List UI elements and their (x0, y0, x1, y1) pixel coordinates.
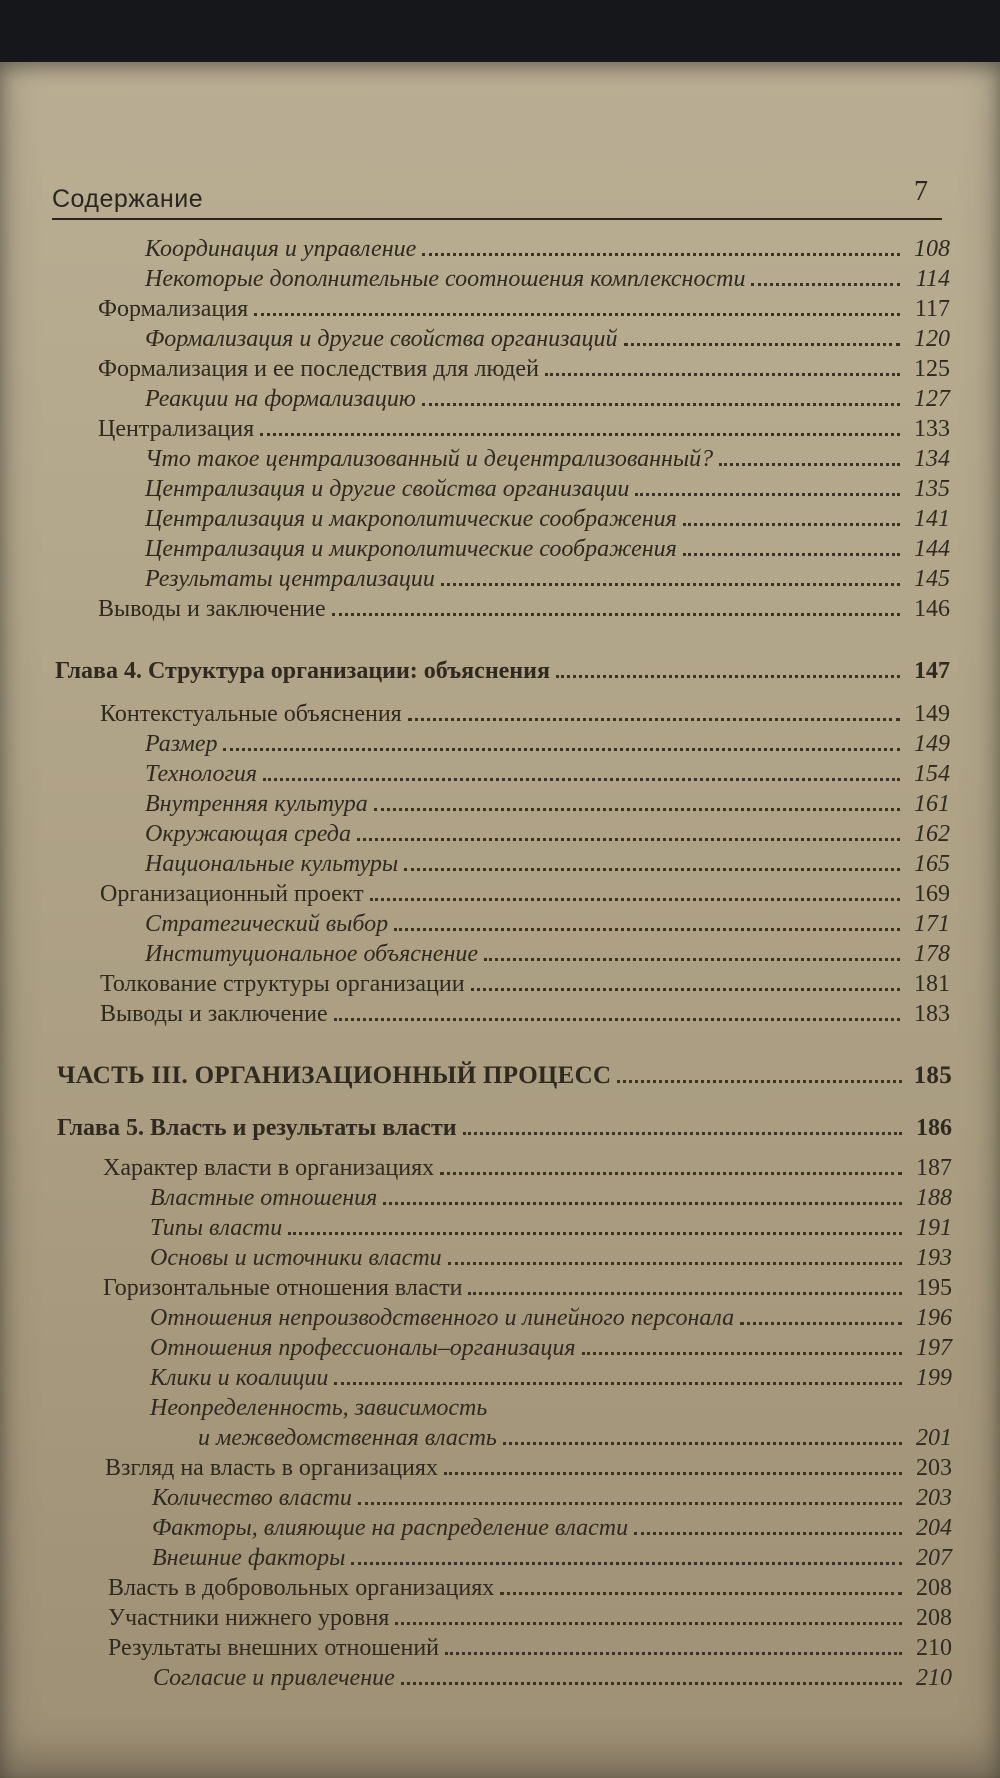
toc-entry: Технология 154 (145, 761, 950, 787)
toc-entry: Результаты централизации 145 (145, 566, 950, 592)
toc-page-number: 181 (914, 971, 950, 997)
toc-page-number: 183 (914, 1001, 950, 1027)
toc-entry: Участники нижнего уровня 208 (108, 1605, 952, 1631)
toc-page-number: 134 (914, 446, 950, 472)
toc-entry-first-line: Неопределенность, зависимость (150, 1395, 488, 1421)
toc-entry: Количество власти 203 (152, 1485, 952, 1511)
toc-entry: Горизонтальные отношения власти 195 (103, 1275, 952, 1301)
toc-page-number: 196 (916, 1305, 952, 1331)
toc-entry: Организационный проект 169 (100, 881, 950, 907)
page-number: 7 (914, 176, 928, 207)
toc-page-number: 193 (916, 1245, 952, 1271)
toc-page-number: 207 (916, 1545, 952, 1571)
running-title: Содержание (52, 185, 204, 213)
toc-page-number: 149 (914, 701, 950, 727)
toc-page-number: 171 (914, 911, 950, 937)
toc-page-number: 162 (914, 821, 950, 847)
toc-page-number: 185 (913, 1062, 952, 1089)
toc-entry: Отношения профессионалы–организация 197 (150, 1335, 952, 1361)
toc-entry: Централизация и другие свойства организации 135 (145, 476, 950, 502)
toc-entry: Клики и коалиции 199 (150, 1365, 952, 1391)
toc-chapter-heading: Глава 5. Власть и результаты власти 186 (57, 1115, 952, 1141)
toc-entry: Взгляд на власть в организациях 203 (105, 1455, 952, 1481)
toc-page-number: 141 (914, 506, 950, 532)
toc-part-heading: ЧАСТЬ III. ОРГАНИЗАЦИОННЫЙ ПРОЦЕСС 185 (57, 1062, 952, 1089)
toc-entry: Факторы, влияющие на распределение власти 204 (152, 1515, 952, 1541)
toc-entry: Результаты внешних отношений 210 (108, 1635, 952, 1661)
toc-entry: Типы власти 191 (150, 1215, 952, 1241)
toc-page-number: 154 (914, 761, 950, 787)
toc-entry: Что такое централизованный и децентрализованный? 134 (145, 446, 950, 472)
toc-page-number: 208 (916, 1575, 952, 1601)
toc-page-number: 197 (916, 1335, 952, 1361)
toc-entry: Отношения непроизводственного и линейного персонала 196 (150, 1305, 952, 1331)
toc-page-number: 191 (916, 1215, 952, 1241)
toc-entry: Властные отношения 188 (150, 1185, 952, 1211)
toc-chapter-heading: Глава 4. Структура организации: объяснения 147 (55, 658, 950, 684)
toc-page-number: 199 (916, 1365, 952, 1391)
toc-page-number: 133 (914, 416, 950, 442)
toc-entry: Институциональное объяснение 178 (145, 941, 950, 967)
toc-entry: Окружающая среда 162 (145, 821, 950, 847)
toc-page-number: 178 (914, 941, 950, 967)
toc-entry: Согласие и привлечение 210 (153, 1665, 952, 1691)
toc-entry: Стратегический выбор 171 (145, 911, 950, 937)
toc-entry: Централизация и микрополитические соображения 144 (145, 536, 950, 562)
toc-page-number: 188 (916, 1185, 952, 1211)
toc-page-number: 210 (916, 1665, 952, 1691)
toc-page-number: 204 (916, 1515, 952, 1541)
toc-entry: Централизация и макрополитические соображения 141 (145, 506, 950, 532)
toc-page-number: 144 (914, 536, 950, 562)
toc-entry: Национальные культуры 165 (145, 851, 950, 877)
toc-page-number: 186 (916, 1115, 952, 1141)
toc-entry: Некоторые дополнительные соотношения комплексности 114 (145, 266, 950, 292)
toc-page-number: 125 (914, 356, 950, 382)
toc-entry: Выводы и заключение 146 (98, 596, 950, 622)
toc-page-number: 147 (914, 658, 950, 684)
toc-page-number: 114 (915, 266, 950, 292)
toc-entry: Формализация и другие свойства организаций 120 (145, 326, 950, 352)
toc-entry: и межведомственная власть 201 (198, 1425, 952, 1451)
toc-entry: Внутренняя культура 161 (145, 791, 950, 817)
toc-entry: Характер власти в организациях 187 (103, 1155, 952, 1181)
toc-entry: Координация и управление 108 (145, 236, 950, 262)
toc-page-number: 203 (916, 1455, 952, 1481)
toc-entry: Внешние факторы 207 (152, 1545, 952, 1571)
toc-entry: Формализация и ее последствия для людей 125 (98, 356, 950, 382)
toc-page-number: 203 (916, 1485, 952, 1511)
toc-entry: Централизация 133 (98, 416, 950, 442)
toc-page-number: 201 (916, 1425, 952, 1451)
toc-page-number: 146 (914, 596, 950, 622)
toc-page-number: 135 (914, 476, 950, 502)
toc-page-number: 161 (914, 791, 950, 817)
toc-page-number: 145 (914, 566, 950, 592)
toc-page-number: 127 (914, 386, 950, 412)
toc-entry: Власть в добровольных организациях 208 (108, 1575, 952, 1601)
toc-entry: Размер 149 (145, 731, 950, 757)
toc-page-number: 187 (916, 1155, 952, 1181)
toc-entry: Толкование структуры организации 181 (100, 971, 950, 997)
toc-page-number: 169 (914, 881, 950, 907)
toc-entry: Основы и источники власти 193 (150, 1245, 952, 1271)
toc-page-number: 210 (916, 1635, 952, 1661)
toc-page-number: 208 (916, 1605, 952, 1631)
toc-page-number: 117 (914, 296, 950, 322)
toc-page-number: 195 (916, 1275, 952, 1301)
toc-page-number: 120 (914, 326, 950, 352)
toc-entry: Контекстуальные объяснения 149 (100, 701, 950, 727)
toc-page-number: 149 (914, 731, 950, 757)
toc-page-number: 165 (914, 851, 950, 877)
toc-page-number: 108 (914, 236, 950, 262)
toc-entry: Формализация 117 (98, 296, 950, 322)
toc-entry: Реакции на формализацию 127 (145, 386, 950, 412)
toc-entry: Выводы и заключение 183 (100, 1001, 950, 1027)
